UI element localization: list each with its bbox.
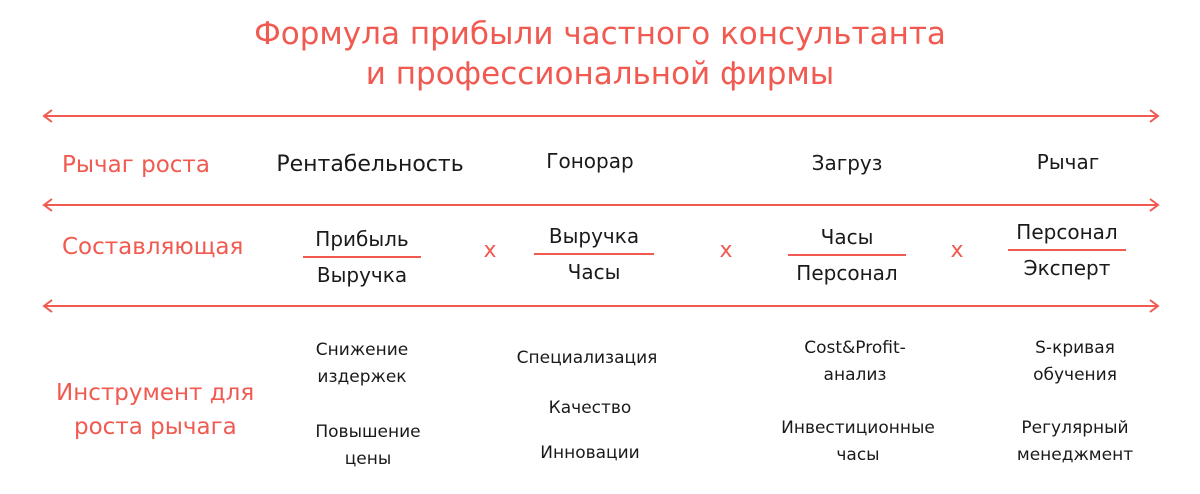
divider-arrow-2 [42, 197, 1160, 213]
fraction-numerator: Персонал [1016, 220, 1118, 244]
tool-text: обучения [1033, 365, 1117, 385]
fraction-bar [303, 256, 421, 258]
tool-text: Повышение [315, 422, 421, 442]
lever-profitability: Рентабельность [276, 152, 464, 177]
fraction-denominator: Выручка [316, 263, 408, 287]
fraction-denominator: Эксперт [1023, 256, 1111, 280]
divider-arrow-1 [42, 108, 1160, 124]
tool-investment-hours [781, 415, 935, 469]
tool-text: Снижение [315, 340, 409, 360]
row-label-tool-line2: роста рычага [74, 414, 237, 440]
fraction-numerator: Выручка [548, 224, 640, 248]
row-label-component: Составляющая [62, 234, 244, 260]
tool-text: цены [344, 449, 392, 469]
tool-regular-management [1017, 415, 1133, 469]
tool-text: анализ [823, 365, 887, 385]
fraction-denominator: Часы [567, 260, 621, 284]
multiply-operator-3: x [950, 238, 964, 263]
fraction-denominator: Персонал [796, 261, 898, 285]
row-label-growth-lever: Рычаг роста [62, 152, 210, 178]
fraction-bar [534, 253, 654, 255]
lever-utilization: Загруз [811, 151, 883, 175]
fraction-bar [1008, 249, 1126, 251]
tool-text: Cost&Profit- [804, 338, 906, 358]
component-fraction-1 [303, 225, 421, 289]
lever-leverage: Рычаг [1036, 150, 1100, 174]
tool-innovation: Инновации [540, 443, 640, 463]
tool-text: Инвестиционные [781, 418, 935, 438]
tool-quality: Качество [548, 398, 632, 418]
tool-cost-reduction [316, 337, 408, 391]
diagram-title-line2: и профессиональной фирмы [365, 56, 835, 92]
tool-text: часы [836, 445, 880, 465]
tool-cost-profit-analysis [804, 335, 906, 389]
tool-specialization: Специализация [516, 348, 658, 368]
fraction-bar [788, 254, 906, 256]
divider-arrow-3 [42, 298, 1160, 314]
multiply-operator-2: x [719, 238, 733, 263]
diagram-title-line1: Формула прибыли частного консультанта [254, 16, 946, 52]
multiply-operator-1: x [483, 238, 497, 263]
lever-fee: Гонорар [546, 149, 634, 173]
component-fraction-3 [788, 223, 906, 287]
tool-text: Регулярный [1021, 418, 1129, 438]
tool-text: S-кривая [1035, 338, 1115, 358]
component-fraction-2 [534, 222, 654, 286]
tool-price-increase [315, 419, 420, 473]
fraction-numerator: Прибыль [315, 227, 409, 251]
component-fraction-4 [1008, 218, 1126, 282]
row-label-tool-line1: Инструмент для [56, 380, 255, 406]
tool-text: издержек [317, 367, 407, 387]
tool-learning-curve [1033, 335, 1117, 389]
fraction-numerator: Часы [820, 225, 874, 249]
tool-text: менеджмент [1016, 445, 1134, 465]
